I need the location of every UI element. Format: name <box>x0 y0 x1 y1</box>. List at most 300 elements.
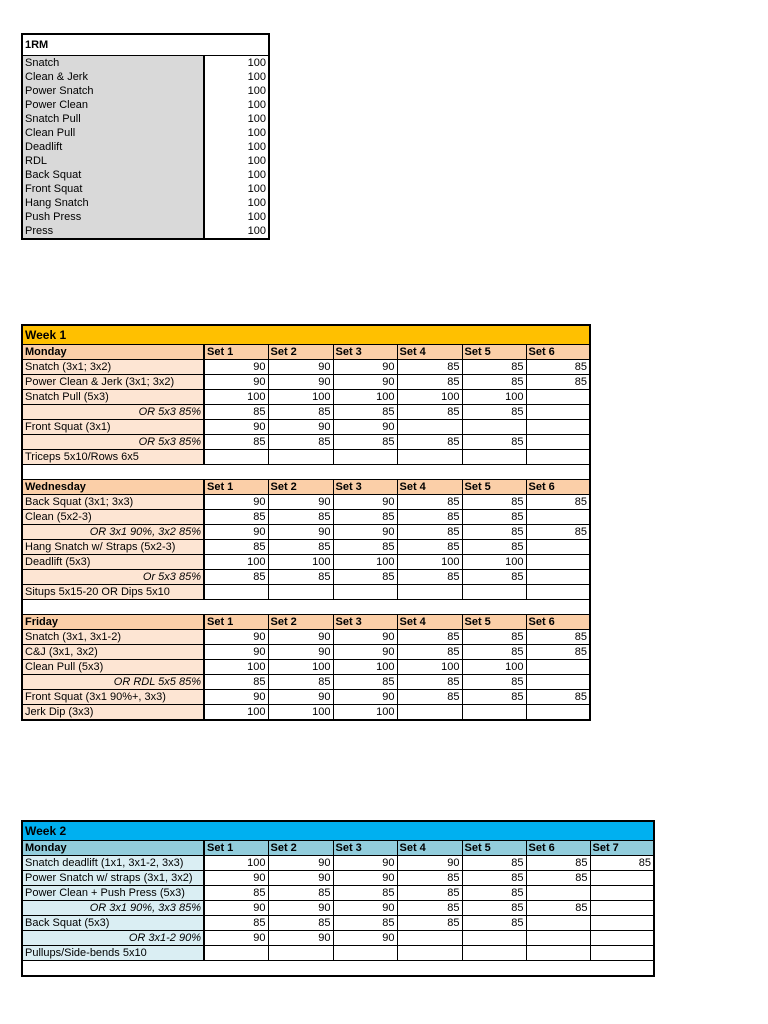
set-value-cell <box>526 916 590 931</box>
set-value-cell: 90 <box>333 630 397 645</box>
set-header: Set 4 <box>397 345 462 360</box>
exercise-label: Clean (5x2-3) <box>22 510 204 525</box>
set-value-cell: 85 <box>526 525 590 540</box>
set-header: Set 6 <box>526 615 590 630</box>
exercise-label: Pullups/Side-bends 5x10 <box>22 946 204 961</box>
set-value-cell: 90 <box>268 420 333 435</box>
set-header: Set 3 <box>333 480 397 495</box>
set-value-cell: 85 <box>397 495 462 510</box>
day-header-row <box>22 345 590 360</box>
set-value-cell: 90 <box>333 645 397 660</box>
set-value-cell <box>526 660 590 675</box>
exercise-row <box>22 690 590 705</box>
exercise-row <box>22 660 590 675</box>
1rm-row <box>22 84 269 98</box>
set-value-cell: 100 <box>204 390 268 405</box>
set-value-cell <box>462 585 526 600</box>
exercise-label: OR 3x1 90%, 3x2 85% <box>22 525 204 540</box>
exercise-label: Hang Snatch w/ Straps (5x2-3) <box>22 540 204 555</box>
set-value-cell <box>526 435 590 450</box>
1rm-lift-name: RDL <box>22 154 204 168</box>
1rm-row <box>22 112 269 126</box>
set-value-cell <box>526 931 590 946</box>
set-value-cell: 85 <box>397 570 462 585</box>
set-header: Set 4 <box>397 615 462 630</box>
set-header: Set 1 <box>204 615 268 630</box>
set-value-cell <box>462 931 526 946</box>
set-value-cell: 90 <box>268 901 333 916</box>
set-value-cell <box>526 555 590 570</box>
1rm-lift-value: 100 <box>247 183 267 195</box>
set-value-cell: 85 <box>204 570 268 585</box>
exercise-row <box>22 450 590 465</box>
set-value-cell: 90 <box>268 525 333 540</box>
set-header: Set 4 <box>397 480 462 495</box>
exercise-row <box>22 375 590 390</box>
set-value-cell: 90 <box>204 901 268 916</box>
exercise-row <box>22 540 590 555</box>
set-value-cell: 85 <box>268 540 333 555</box>
exercise-label: Deadlift (5x3) <box>22 555 204 570</box>
1rm-row <box>22 126 269 140</box>
set-value-cell: 85 <box>462 510 526 525</box>
set-value-cell <box>526 946 590 961</box>
set-value-cell: 85 <box>526 901 590 916</box>
set-value-cell <box>397 946 462 961</box>
set-value-cell <box>526 705 590 721</box>
exercise-label: Triceps 5x10/Rows 6x5 <box>22 450 204 465</box>
exercise-label: Snatch (3x1, 3x1-2) <box>22 630 204 645</box>
set-value-cell: 90 <box>204 690 268 705</box>
1rm-row <box>22 168 269 182</box>
spacer-cell <box>22 600 590 615</box>
set-header: Set 5 <box>462 841 526 856</box>
1rm-lift-name: Clean Pull <box>22 126 204 140</box>
1rm-lift-name: Press <box>22 224 204 239</box>
set-value-cell: 85 <box>462 525 526 540</box>
exercise-row <box>22 931 654 946</box>
set-value-cell: 85 <box>526 871 590 886</box>
set-value-cell: 90 <box>268 856 333 871</box>
set-header: Set 1 <box>204 480 268 495</box>
1rm-row <box>22 70 269 84</box>
set-value-cell <box>590 931 654 946</box>
set-value-cell <box>268 450 333 465</box>
set-value-cell: 100 <box>397 660 462 675</box>
set-value-cell: 85 <box>397 435 462 450</box>
set-value-cell: 100 <box>268 660 333 675</box>
set-value-cell: 90 <box>268 871 333 886</box>
day-name: Friday <box>22 615 204 630</box>
set-header: Set 3 <box>333 615 397 630</box>
set-value-cell <box>526 570 590 585</box>
set-value-cell <box>333 450 397 465</box>
set-value-cell <box>526 540 590 555</box>
set-value-cell: 85 <box>333 540 397 555</box>
1rm-row <box>22 196 269 210</box>
set-header: Set 6 <box>526 345 590 360</box>
exercise-label: Front Squat (3x1 90%+, 3x3) <box>22 690 204 705</box>
set-header: Set 5 <box>462 480 526 495</box>
set-value-cell: 85 <box>397 871 462 886</box>
set-value-cell: 90 <box>333 360 397 375</box>
set-header: Set 2 <box>268 345 333 360</box>
set-value-cell: 85 <box>397 405 462 420</box>
set-value-cell: 90 <box>204 645 268 660</box>
exercise-row <box>22 675 590 690</box>
set-value-cell: 90 <box>204 630 268 645</box>
set-value-cell: 85 <box>462 375 526 390</box>
exercise-row <box>22 420 590 435</box>
set-value-cell: 100 <box>268 705 333 721</box>
set-value-cell <box>590 901 654 916</box>
set-value-cell: 85 <box>526 856 590 871</box>
day-name: Wednesday <box>22 480 204 495</box>
set-value-cell <box>204 585 268 600</box>
exercise-label: C&J (3x1, 3x2) <box>22 645 204 660</box>
set-value-cell: 85 <box>526 690 590 705</box>
week1-table <box>21 324 591 721</box>
set-value-cell: 85 <box>204 405 268 420</box>
set-value-cell <box>526 886 590 901</box>
1rm-lift-value: 100 <box>247 169 267 181</box>
day-name: Monday <box>22 345 204 360</box>
set-value-cell: 85 <box>397 886 462 901</box>
set-value-cell <box>397 705 462 721</box>
set-header: Set 5 <box>462 615 526 630</box>
set-value-cell: 90 <box>333 495 397 510</box>
set-value-cell <box>268 585 333 600</box>
set-value-cell: 85 <box>333 510 397 525</box>
set-value-cell <box>462 450 526 465</box>
exercise-label: Jerk Dip (3x3) <box>22 705 204 721</box>
set-value-cell: 100 <box>462 555 526 570</box>
set-value-cell: 85 <box>462 675 526 690</box>
set-value-cell: 90 <box>204 525 268 540</box>
set-value-cell: 85 <box>397 540 462 555</box>
set-value-cell: 100 <box>268 390 333 405</box>
set-value-cell <box>526 405 590 420</box>
set-value-cell: 90 <box>333 901 397 916</box>
day-name: Monday <box>22 841 204 856</box>
1rm-row <box>22 98 269 112</box>
exercise-row <box>22 901 654 916</box>
1rm-lift-value: 100 <box>247 127 267 139</box>
exercise-row <box>22 946 654 961</box>
set-value-cell: 90 <box>268 360 333 375</box>
1rm-lift-value: 100 <box>247 85 267 97</box>
set-value-cell: 100 <box>397 390 462 405</box>
1rm-lift-value: 100 <box>247 141 267 153</box>
exercise-label: Or 5x3 85% <box>22 570 204 585</box>
1rm-lift-name: Power Snatch <box>22 84 204 98</box>
1rm-lift-name: Hang Snatch <box>22 196 204 210</box>
set-value-cell <box>590 871 654 886</box>
set-value-cell <box>590 886 654 901</box>
set-value-cell: 90 <box>268 690 333 705</box>
set-value-cell: 85 <box>268 435 333 450</box>
set-value-cell: 85 <box>462 540 526 555</box>
set-value-cell: 85 <box>333 570 397 585</box>
exercise-row <box>22 555 590 570</box>
week-title: Week 2 <box>22 821 654 841</box>
set-value-cell: 85 <box>268 570 333 585</box>
exercise-label: OR 5x3 85% <box>22 405 204 420</box>
1rm-row <box>22 224 269 239</box>
set-value-cell: 85 <box>397 690 462 705</box>
set-value-cell: 100 <box>462 660 526 675</box>
set-value-cell: 85 <box>462 871 526 886</box>
set-value-cell <box>204 450 268 465</box>
day-header-row <box>22 841 654 856</box>
1rm-row <box>22 56 269 71</box>
1rm-lift-value: 100 <box>247 211 267 223</box>
set-value-cell <box>268 946 333 961</box>
set-value-cell <box>526 420 590 435</box>
set-value-cell: 85 <box>204 886 268 901</box>
set-value-cell: 100 <box>397 555 462 570</box>
1rm-lift-value: 100 <box>247 99 267 111</box>
exercise-label: Power Clean + Push Press (5x3) <box>22 886 204 901</box>
day-spacer-row <box>22 465 590 480</box>
set-value-cell: 85 <box>526 360 590 375</box>
exercise-row <box>22 435 590 450</box>
exercise-label: OR 3x1 90%, 3x3 85% <box>22 901 204 916</box>
set-value-cell: 100 <box>333 660 397 675</box>
set-value-cell: 85 <box>462 886 526 901</box>
set-value-cell: 85 <box>462 570 526 585</box>
set-value-cell <box>333 946 397 961</box>
set-value-cell: 90 <box>333 871 397 886</box>
set-value-cell <box>590 946 654 961</box>
set-value-cell: 90 <box>397 856 462 871</box>
set-value-cell: 100 <box>333 390 397 405</box>
exercise-row <box>22 510 590 525</box>
set-value-cell <box>462 946 526 961</box>
set-value-cell: 85 <box>397 525 462 540</box>
exercise-row <box>22 856 654 871</box>
exercise-label: Snatch (3x1; 3x2) <box>22 360 204 375</box>
set-value-cell <box>397 585 462 600</box>
day-header-row <box>22 480 590 495</box>
exercise-row <box>22 525 590 540</box>
set-value-cell: 90 <box>204 360 268 375</box>
set-value-cell: 85 <box>462 645 526 660</box>
set-value-cell: 90 <box>268 630 333 645</box>
exercise-label: OR 5x3 85% <box>22 435 204 450</box>
set-value-cell: 100 <box>462 390 526 405</box>
set-value-cell <box>526 585 590 600</box>
exercise-label: Snatch Pull (5x3) <box>22 390 204 405</box>
set-value-cell: 85 <box>462 690 526 705</box>
set-value-cell: 85 <box>462 856 526 871</box>
set-value-cell: 85 <box>526 645 590 660</box>
set-header: Set 2 <box>268 615 333 630</box>
exercise-label: Power Snatch w/ straps (3x1, 3x2) <box>22 871 204 886</box>
set-value-cell <box>397 420 462 435</box>
set-value-cell: 85 <box>397 510 462 525</box>
1rm-row <box>22 154 269 168</box>
set-value-cell: 90 <box>333 856 397 871</box>
exercise-row <box>22 645 590 660</box>
set-value-cell: 85 <box>333 435 397 450</box>
day-spacer-row <box>22 600 590 615</box>
exercise-label: Front Squat (3x1) <box>22 420 204 435</box>
1rm-table <box>21 33 270 240</box>
set-value-cell: 85 <box>462 630 526 645</box>
set-value-cell: 100 <box>333 555 397 570</box>
week2-table <box>21 820 655 977</box>
set-header: Set 6 <box>526 480 590 495</box>
set-value-cell: 85 <box>397 360 462 375</box>
exercise-label: Snatch deadlift (1x1, 3x1-2, 3x3) <box>22 856 204 871</box>
set-value-cell <box>397 931 462 946</box>
set-value-cell: 85 <box>590 856 654 871</box>
1rm-lift-value: 100 <box>247 225 267 237</box>
set-value-cell: 85 <box>397 916 462 931</box>
exercise-row <box>22 705 590 721</box>
set-value-cell: 85 <box>268 886 333 901</box>
set-value-cell: 100 <box>204 660 268 675</box>
1rm-header-row <box>22 34 269 56</box>
1rm-lift-value: 100 <box>247 57 267 69</box>
day-spacer-row <box>22 961 654 977</box>
set-value-cell: 85 <box>397 375 462 390</box>
set-value-cell: 85 <box>333 405 397 420</box>
set-value-cell: 85 <box>462 901 526 916</box>
1rm-lift-name: Snatch <box>22 56 204 71</box>
set-header: Set 5 <box>462 345 526 360</box>
set-value-cell: 100 <box>333 705 397 721</box>
set-value-cell: 90 <box>204 420 268 435</box>
1rm-lift-value: 100 <box>247 197 267 209</box>
week-title-row <box>22 821 654 841</box>
set-header: Set 1 <box>204 841 268 856</box>
set-header: Set 2 <box>268 480 333 495</box>
set-value-cell: 85 <box>333 886 397 901</box>
set-value-cell: 90 <box>333 690 397 705</box>
set-value-cell <box>397 450 462 465</box>
exercise-label: Back Squat (3x1; 3x3) <box>22 495 204 510</box>
set-value-cell: 85 <box>268 510 333 525</box>
set-value-cell: 85 <box>462 405 526 420</box>
set-value-cell: 100 <box>204 555 268 570</box>
exercise-row <box>22 405 590 420</box>
set-value-cell: 100 <box>204 856 268 871</box>
set-value-cell: 90 <box>268 931 333 946</box>
exercise-row <box>22 916 654 931</box>
set-header: Set 1 <box>204 345 268 360</box>
exercise-row <box>22 360 590 375</box>
set-value-cell: 85 <box>462 435 526 450</box>
set-value-cell: 85 <box>333 916 397 931</box>
set-value-cell: 85 <box>397 645 462 660</box>
exercise-row <box>22 585 590 600</box>
set-value-cell: 90 <box>268 495 333 510</box>
1rm-lift-name: Power Clean <box>22 98 204 112</box>
1rm-row <box>22 182 269 196</box>
set-value-cell: 85 <box>268 916 333 931</box>
1rm-lift-name: Back Squat <box>22 168 204 182</box>
set-header: Set 2 <box>268 841 333 856</box>
exercise-row <box>22 390 590 405</box>
set-value-cell: 85 <box>268 675 333 690</box>
set-value-cell: 90 <box>333 420 397 435</box>
set-header: Set 4 <box>397 841 462 856</box>
set-value-cell: 100 <box>268 555 333 570</box>
set-value-cell: 85 <box>462 495 526 510</box>
set-value-cell: 90 <box>204 871 268 886</box>
set-value-cell: 100 <box>204 705 268 721</box>
set-value-cell: 85 <box>204 435 268 450</box>
exercise-label: Situps 5x15-20 OR Dips 5x10 <box>22 585 204 600</box>
set-value-cell: 85 <box>397 630 462 645</box>
day-header-row <box>22 615 590 630</box>
exercise-label: OR RDL 5x5 85% <box>22 675 204 690</box>
set-value-cell: 90 <box>333 375 397 390</box>
set-header: Set 3 <box>333 841 397 856</box>
exercise-label: Clean Pull (5x3) <box>22 660 204 675</box>
1rm-lift-value: 100 <box>247 113 267 125</box>
1rm-lift-name: Clean & Jerk <box>22 70 204 84</box>
set-value-cell: 90 <box>204 495 268 510</box>
set-value-cell: 85 <box>204 675 268 690</box>
set-value-cell: 90 <box>268 375 333 390</box>
1rm-row <box>22 210 269 224</box>
set-value-cell <box>462 705 526 721</box>
set-value-cell: 90 <box>333 525 397 540</box>
set-value-cell <box>590 916 654 931</box>
set-value-cell <box>462 420 526 435</box>
set-header: Set 6 <box>526 841 590 856</box>
set-value-cell: 85 <box>526 630 590 645</box>
set-value-cell: 85 <box>526 495 590 510</box>
set-value-cell <box>204 946 268 961</box>
set-value-cell: 85 <box>462 360 526 375</box>
spacer-cell <box>22 961 654 977</box>
set-value-cell <box>526 450 590 465</box>
set-value-cell: 90 <box>204 375 268 390</box>
set-value-cell: 85 <box>397 675 462 690</box>
set-value-cell <box>333 585 397 600</box>
set-value-cell: 85 <box>268 405 333 420</box>
set-header: Set 3 <box>333 345 397 360</box>
set-value-cell: 90 <box>268 645 333 660</box>
exercise-row <box>22 570 590 585</box>
1rm-row <box>22 140 269 154</box>
exercise-row <box>22 886 654 901</box>
exercise-label: OR 3x1-2 90% <box>22 931 204 946</box>
set-value-cell <box>526 675 590 690</box>
1rm-lift-name: Deadlift <box>22 140 204 154</box>
set-value-cell <box>526 390 590 405</box>
set-value-cell: 85 <box>397 901 462 916</box>
exercise-row <box>22 495 590 510</box>
spacer-cell <box>22 465 590 480</box>
exercise-label: Back Squat (5x3) <box>22 916 204 931</box>
1rm-lift-name: Front Squat <box>22 182 204 196</box>
exercise-row <box>22 871 654 886</box>
set-value-cell: 85 <box>462 916 526 931</box>
1rm-lift-value: 100 <box>247 71 267 83</box>
1rm-title: 1RM <box>22 34 269 56</box>
set-value-cell <box>526 510 590 525</box>
set-value-cell: 85 <box>204 510 268 525</box>
set-value-cell: 85 <box>526 375 590 390</box>
set-value-cell: 85 <box>333 675 397 690</box>
exercise-row <box>22 630 590 645</box>
set-header: Set 7 <box>590 841 654 856</box>
